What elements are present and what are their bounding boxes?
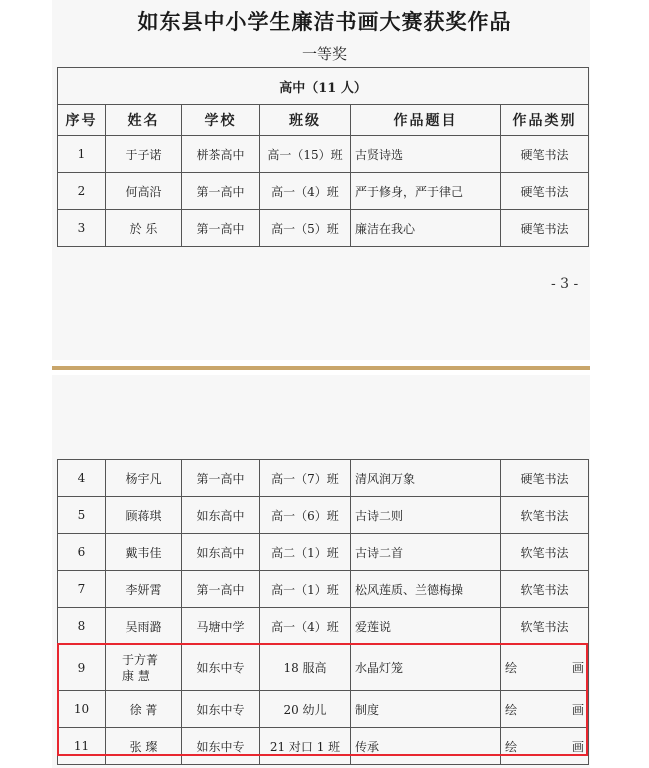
cell-school: 如东中专 <box>182 728 260 765</box>
cell-title: 水晶灯笼 <box>351 645 501 691</box>
cell-title: 爱莲说 <box>351 608 501 645</box>
table-row <box>58 691 589 728</box>
cell-category: 软笔书法 <box>501 571 589 608</box>
section-row <box>58 68 589 105</box>
cell-name: 於 乐 <box>106 210 182 247</box>
cell-class: 高一（4）班 <box>260 608 351 645</box>
cell-title: 清风润万象 <box>351 460 501 497</box>
cell-no: 10 <box>58 691 106 728</box>
cell-title: 制度 <box>351 691 501 728</box>
cell-class: 高一（1）班 <box>260 571 351 608</box>
cell-class: 高一（7）班 <box>260 460 351 497</box>
cell-title: 松风莲质、兰德梅操 <box>351 571 501 608</box>
cell-class: 18 服高 <box>260 645 351 691</box>
award-level: 一等奖 <box>301 45 347 63</box>
cell-title: 传承 <box>351 728 501 765</box>
cell-school: 马塘中学 <box>182 608 260 645</box>
header-row <box>58 105 589 136</box>
cell-school: 如东中专 <box>182 645 260 691</box>
cell-no: 5 <box>58 497 106 534</box>
cell-no: 7 <box>58 571 106 608</box>
cell-class: 21 对口 1 班 <box>260 728 351 765</box>
cell-name-multi <box>106 645 182 691</box>
cell-school: 第一高中 <box>182 210 260 247</box>
cell-school: 如东高中 <box>182 497 260 534</box>
table-row <box>58 571 589 608</box>
table-row <box>58 173 589 210</box>
cell-class: 高一（15）班 <box>260 136 351 173</box>
header-title: 作品题目 <box>351 105 501 136</box>
cell-class: 高一（6）班 <box>260 497 351 534</box>
cell-no: 9 <box>58 645 106 691</box>
cell-category: 绘 画 <box>501 645 589 691</box>
cell-title: 廉洁在我心 <box>351 210 501 247</box>
cell-category: 软笔书法 <box>501 534 589 571</box>
cell-no: 8 <box>58 608 106 645</box>
table-row <box>58 608 589 645</box>
document-title: 如东县中小学生廉洁书画大赛获奖作品 <box>137 9 512 34</box>
cell-no: 3 <box>58 210 106 247</box>
cell-no: 2 <box>58 173 106 210</box>
cell-title: 古贤诗选 <box>351 136 501 173</box>
cell-no: 6 <box>58 534 106 571</box>
header-no: 序号 <box>58 105 106 136</box>
cell-no: 11 <box>58 728 106 765</box>
cell-no: 1 <box>58 136 106 173</box>
cell-name: 何高沿 <box>106 173 182 210</box>
section-title: 高中（11 人） <box>58 68 589 105</box>
cell-school: 第一高中 <box>182 173 260 210</box>
cell-school: 第一高中 <box>182 571 260 608</box>
cell-school: 栟茶高中 <box>182 136 260 173</box>
cell-category: 绘 画 <box>501 728 589 765</box>
cell-class: 高一（4）班 <box>260 173 351 210</box>
table-row <box>58 497 589 534</box>
table-row <box>58 728 589 765</box>
cell-category: 硬笔书法 <box>501 173 589 210</box>
award-table-page2 <box>57 459 589 765</box>
cell-class: 20 幼儿 <box>260 691 351 728</box>
cell-class: 高二（1）班 <box>260 534 351 571</box>
cell-title: 古诗二则 <box>351 497 501 534</box>
cell-name: 吴雨潞 <box>106 608 182 645</box>
cell-name: 于子诺 <box>106 136 182 173</box>
header-class: 班级 <box>260 105 351 136</box>
header-school: 学校 <box>182 105 260 136</box>
cell-class: 高一（5）班 <box>260 210 351 247</box>
cell-category: 软笔书法 <box>501 497 589 534</box>
cell-name: 杨宇凡 <box>106 460 182 497</box>
cell-category: 硬笔书法 <box>501 460 589 497</box>
page-divider <box>52 366 590 370</box>
cell-school: 如东中专 <box>182 691 260 728</box>
header-name: 姓名 <box>106 105 182 136</box>
table-row <box>58 460 589 497</box>
cell-name: 戴韦佳 <box>106 534 182 571</box>
table-row <box>58 534 589 571</box>
cell-name: 张 璨 <box>106 728 182 765</box>
cell-name: 顾蒋琪 <box>106 497 182 534</box>
cell-category: 硬笔书法 <box>501 210 589 247</box>
cell-name: 徐 菁 <box>106 691 182 728</box>
cell-category: 绘 画 <box>501 691 589 728</box>
name-line-1: 于方菁 <box>122 652 159 667</box>
header-category: 作品类别 <box>501 105 589 136</box>
cell-category: 软笔书法 <box>501 608 589 645</box>
cell-name: 李妍霄 <box>106 571 182 608</box>
cell-title: 古诗二首 <box>351 534 501 571</box>
name-line-2: 康 慧 <box>122 668 150 683</box>
cell-school: 如东高中 <box>182 534 260 571</box>
table-row <box>58 136 589 173</box>
cell-category: 硬笔书法 <box>501 136 589 173</box>
award-table-page1 <box>57 67 589 247</box>
page-number: - 3 - <box>551 276 579 292</box>
cell-school: 第一高中 <box>182 460 260 497</box>
table-row <box>58 645 589 691</box>
cell-no: 4 <box>58 460 106 497</box>
table-row <box>58 210 589 247</box>
cell-title: 严于修身，严于律己 <box>351 173 501 210</box>
